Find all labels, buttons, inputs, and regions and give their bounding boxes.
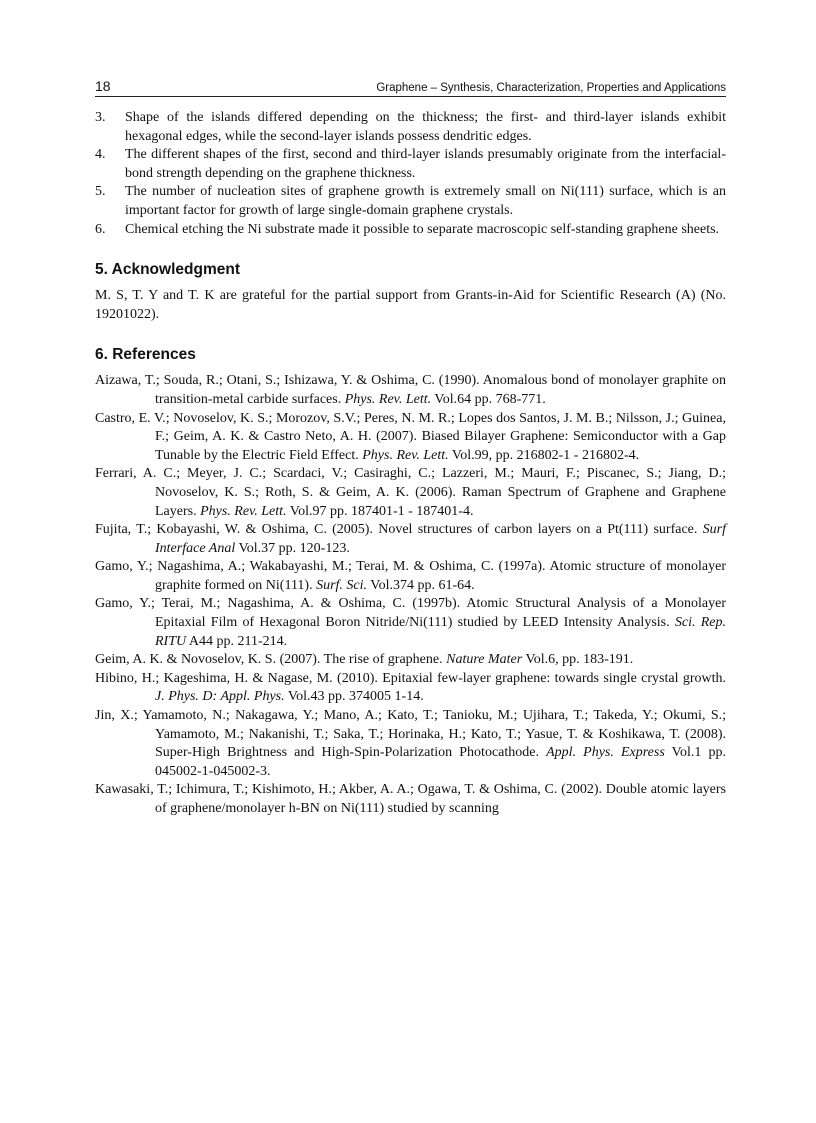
ref-text: Hibino, H.; Kageshima, H. & Nagase, M. (2010). Epitaxial few-layer graphene: towards single crystal growth. [95,670,726,686]
references-heading: 6. References [95,346,196,364]
list-item [95,146,726,183]
reference-item [95,410,726,466]
reference-item [95,465,726,521]
ref-text: Aizawa, T.; Souda, R.; Otani, S.; Ishizawa, Y. & Oshima, C. (1990). Anomalous bond of monolayer graphite on transition-metal carbide surfaces. [95,373,726,407]
journal-name: Appl. Phys. Express [546,745,665,761]
journal-name: Phys. Rev. Lett. [362,447,449,463]
reference-list [95,372,726,818]
acknowledgment-heading: 5. Acknowledgment [95,261,240,279]
journal-name: Surf Interface Anal [155,522,726,556]
list-text: The different shapes of the first, second and third-layer islands presumably originate from the interfacial-bond strength depending on the graphene thickness. [125,147,726,181]
reference-item [95,651,726,670]
journal-name: Phys. Rev. Lett. [344,391,432,407]
reference-item [95,781,726,818]
running-title: Graphene – Synthesis, Characterization, Properties and Applications [376,82,726,94]
list-number: 3. [95,110,106,125]
journal-name: J. Phys. D: Appl. Phys. [155,689,285,705]
document-page [95,78,726,819]
list-item [95,221,726,240]
journal-name: Nature Mater [446,652,523,668]
ref-text: Ferrari, A. C.; Meyer, J. C.; Scardaci, V.; Casiraghi, C.; Lazzeri, M.; Mauri, F.; Piscanec, S.; Jiang, D.; Novoselov, K. S.; Roth, S. & Geim, A. K. (2006). Raman Spectrum of Graphene and Graphene Layers. [95,466,726,519]
reference-item [95,595,726,651]
page-header [95,78,726,97]
ref-details: Vol.37 pp. 120-123. [235,540,350,556]
ref-details: Vol.64 pp. 768-771. [431,391,546,407]
list-text: The number of nucleation sites of graphene growth is extremely small on Ni(111) surface, which is an important factor for growth of large single-domain graphene crystals. [125,184,726,218]
ref-text: Fujita, T.; Kobayashi, W. & Oshima, C. (2005). Novel structures of carbon layers on a Pt(111) surface. [95,522,703,538]
list-item [95,109,726,146]
journal-name: Phys. Rev. Lett. [200,503,287,519]
reference-item [95,707,726,781]
ref-text: Gamo, Y.; Nagashima, A.; Wakabayashi, M.; Terai, M. & Oshima, C. (1997a). Atomic structure of monolayer graphite formed on Ni(111). [95,559,726,593]
reference-item [95,558,726,595]
ref-details: Vol.374 pp. 61-64. [367,577,475,593]
journal-name: Surf. Sci. [316,577,368,593]
ref-text: Kawasaki, T.; Ichimura, T.; Kishimoto, H.; Akber, A. A.; Ogawa, T. & Oshima, C. (2002). Double atomic layers of graphene/monolayer h-BN on Ni(111) studied by scanning [95,782,726,816]
ref-details: Vol.97 pp. 187401-1 - 187401-4. [286,503,474,519]
reference-item [95,372,726,409]
ref-details: Vol.6, pp. 183-191. [522,652,634,668]
conclusion-list [95,109,726,239]
list-number: 5. [95,184,106,200]
ref-text: Castro, E. V.; Novoselov, K. S.; Morozov, S.V.; Peres, N. M. R.; Lopes dos Santos, J. M. B.; Nilsson, J.; Guinea, F.; Geim, A. K. & Castro Neto, A. H. (2007). Biased Bilayer Graphene: Semiconductor with a Gap Tunable by the Electric Field Effect. [95,410,726,463]
list-item [95,183,726,220]
ref-text: Jin, X.; Yamamoto, N.; Nakagawa, Y.; Mano, A.; Kato, T.; Tanioku, M.; Ujihara, T.; Takeda, Y.; Okumi, S.; Yamamoto, M.; Nakanishi, T.; Saka, T.; Horinaka, H.; Kato, T.; Yasue, T. & Koshikawa, T. (2008). Super-High Brightness and High-Spin-Polarization Photocathode. [95,708,726,761]
list-text: Chemical etching the Ni substrate made it possible to separate macroscopic self-standing graphene sheets. [125,221,720,237]
ref-details: A44 pp. 211-214. [186,633,288,649]
list-number: 4. [95,147,106,163]
journal-name: Sci. Rep. RITU [155,615,726,649]
reference-item [95,670,726,707]
ref-text: Gamo, Y.; Terai, M.; Nagashima, A. & Oshima, C. (1997b). Atomic Structural Analysis of a Monolayer Epitaxial Film of Hexagonal Boron Nitride/Ni(111) studied by LEED Intensity Analysis. [95,596,726,631]
list-number: 6. [95,221,106,237]
acknowledgment-text: M. S, T. Y and T. K are grateful for the partial support from Grants-in-Aid for Scientific Research (A) (No. 19201022). [95,288,726,322]
ref-details: Vol.43 pp. 374005 1-14. [284,689,424,705]
reference-item [95,521,726,558]
page-number: 18 [95,78,111,94]
list-text: Shape of the islands differed depending on the thickness; the first- and third-layer islands exhibit hexagonal edges, while the second-layer islands possess dendritic edges. [125,110,726,144]
ref-text: Geim, A. K. & Novoselov, K. S. (2007). The rise of graphene. [95,652,447,668]
ref-details: Vol.99, pp. 216802-1 - 216802-4. [448,447,640,463]
ref-details: Vol.1 pp. 045002-1-045002-3. [155,745,726,779]
